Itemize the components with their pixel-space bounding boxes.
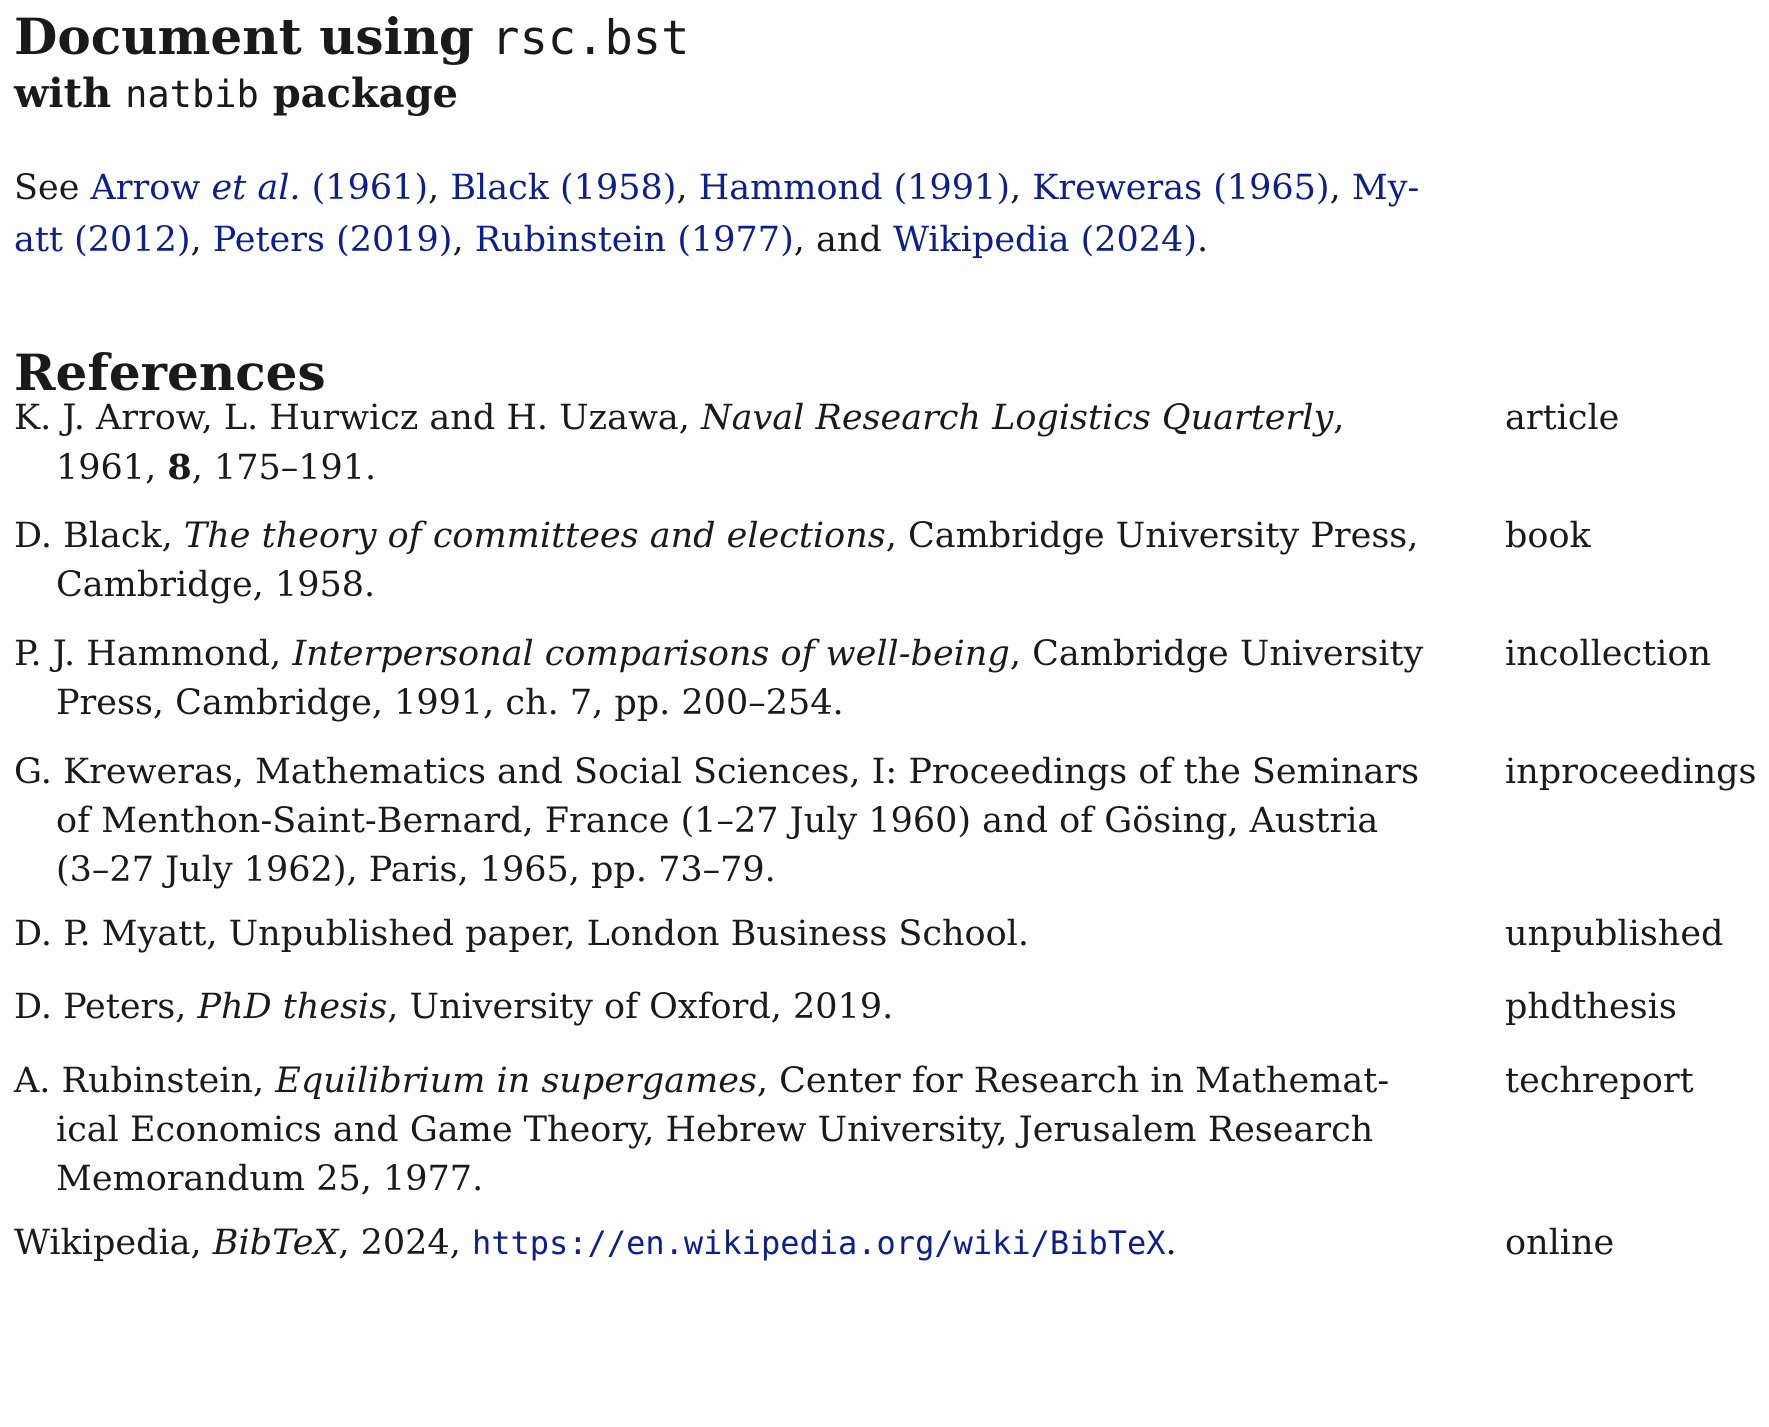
cite-myatt-part2[interactable]: att (2012) [14,220,191,260]
reference-line [14,846,1454,895]
reference-segment: , 175–191. [191,448,377,488]
intro-paragraph [14,162,1420,266]
title-filename: rsc.bst [491,11,690,66]
reference-segment: , University of Oxford, 2019. [387,987,894,1027]
reference-text [14,394,1454,493]
reference-type-label: unpublished [1505,914,1724,954]
cite-rubinstein[interactable]: Rubinstein (1977) [474,220,794,260]
document-subtitle [14,66,458,123]
reference-italic-segment: Interpersonal comparisons of well-being [292,634,1010,674]
reference-line [14,1219,1454,1268]
reference-type-label: phdthesis [1505,987,1677,1027]
reference-segment: A. Rubinstein, [14,1061,276,1101]
reference-line [14,512,1454,561]
reference-segment: P. J. Hammond, [14,634,293,674]
reference-line [14,910,1454,959]
reference-segment: , Cambridge University Press, [885,516,1419,556]
title-prefix: Document using [14,7,492,66]
reference-segment: K. J. Arrow, L. Hurwicz and H. Uzawa, [14,398,702,438]
cite-hammond[interactable]: Hammond (1991) [698,168,1010,208]
reference-italic-segment: The theory of committees and elections [183,516,886,556]
reference-segment: 1961, [56,448,168,488]
reference-segment: , 2024, [338,1223,472,1263]
reference-segment: , [1333,398,1345,438]
reference-segment: Wikipedia, [14,1223,213,1263]
reference-segment: , Center for Research in Mathemat- [756,1061,1390,1101]
reference-text [14,1219,1454,1268]
reference-type-label: online [1505,1223,1615,1263]
reference-segment: , Cambridge University [1009,634,1424,674]
reference-type-label: book [1505,516,1591,556]
references-heading: References [14,343,326,402]
reference-segment: D. Black, [14,516,184,556]
reference-segment: D. P. Myatt, Unpublished paper, London Business School. [14,914,1029,954]
intro-see: See [14,168,91,208]
reference-segment: ical Economics and Game Theory, Hebrew University, Jerusalem Research [56,1110,1374,1150]
reference-line [14,797,1454,846]
cite-myatt-part1[interactable]: My- [1351,168,1420,208]
reference-segment: of Menthon-Saint-Bernard, France (1–27 July 1960) and of Gösing, Austria [56,801,1379,841]
reference-segment: Memorandum 25, 1977. [56,1159,484,1199]
cite-black[interactable]: Black (1958) [450,168,677,208]
cite-arrow[interactable]: Arrow et al. (1961) [90,168,429,208]
reference-type-label: article [1505,398,1620,438]
reference-segment: D. Peters, [14,987,198,1027]
intro-line-2: att (2012), Peters (2019), Rubinstein (1977), and Wikipedia (2024). [14,220,1209,260]
reference-segment: Cambridge, 1958. [56,565,376,605]
reference-text [14,1057,1454,1204]
reference-text [14,630,1454,728]
reference-segment: (3–27 July 1962), Paris, 1965, pp. 73–79. [56,850,776,890]
reference-text [14,983,1454,1032]
reference-type-label: techreport [1505,1061,1694,1101]
reference-type-label: incollection [1505,634,1711,674]
reference-line [14,630,1454,679]
reference-segment: G. Kreweras, Mathematics and Social Sciences, I: Proceedings of the Seminars [14,752,1420,792]
reference-italic-segment: BibTeX [212,1223,339,1263]
reference-line [14,1155,1454,1204]
reference-italic-segment: Naval Research Logistics Quarterly [701,398,1334,438]
subtitle-package: natbib [125,73,259,116]
reference-line [14,1106,1454,1155]
reference-text [14,512,1454,610]
reference-segment: Press, Cambridge, 1991, ch. 7, pp. 200–254. [56,683,844,723]
intro-line-1: See Arrow et al. (1961), Black (1958), Hammond (1991), Kreweras (1965), My- [14,168,1420,208]
cite-wikipedia[interactable]: Wikipedia (2024) [892,220,1197,260]
cite-kreweras[interactable]: Kreweras (1965) [1032,168,1330,208]
reference-line [14,394,1454,443]
reference-segment: . [1165,1223,1177,1263]
reference-url-link[interactable]: https://en.wikipedia.org/wiki/BibTeX [471,1224,1166,1262]
document-title [14,4,689,72]
subtitle-suffix: package [258,70,458,117]
reference-line [14,679,1454,728]
reference-bold-segment: 8 [167,447,192,488]
reference-italic-segment: PhD thesis [197,987,388,1027]
reference-line [14,1057,1454,1106]
reference-text [14,910,1454,959]
reference-text [14,748,1454,895]
reference-line [14,443,1454,493]
subtitle-prefix: with [14,70,126,117]
reference-italic-segment: Equilibrium in supergames [275,1061,757,1101]
reference-line [14,748,1454,797]
reference-type-label: inproceedings [1505,752,1757,792]
reference-line [14,561,1454,610]
cite-peters[interactable]: Peters (2019) [212,220,453,260]
reference-line [14,983,1454,1032]
